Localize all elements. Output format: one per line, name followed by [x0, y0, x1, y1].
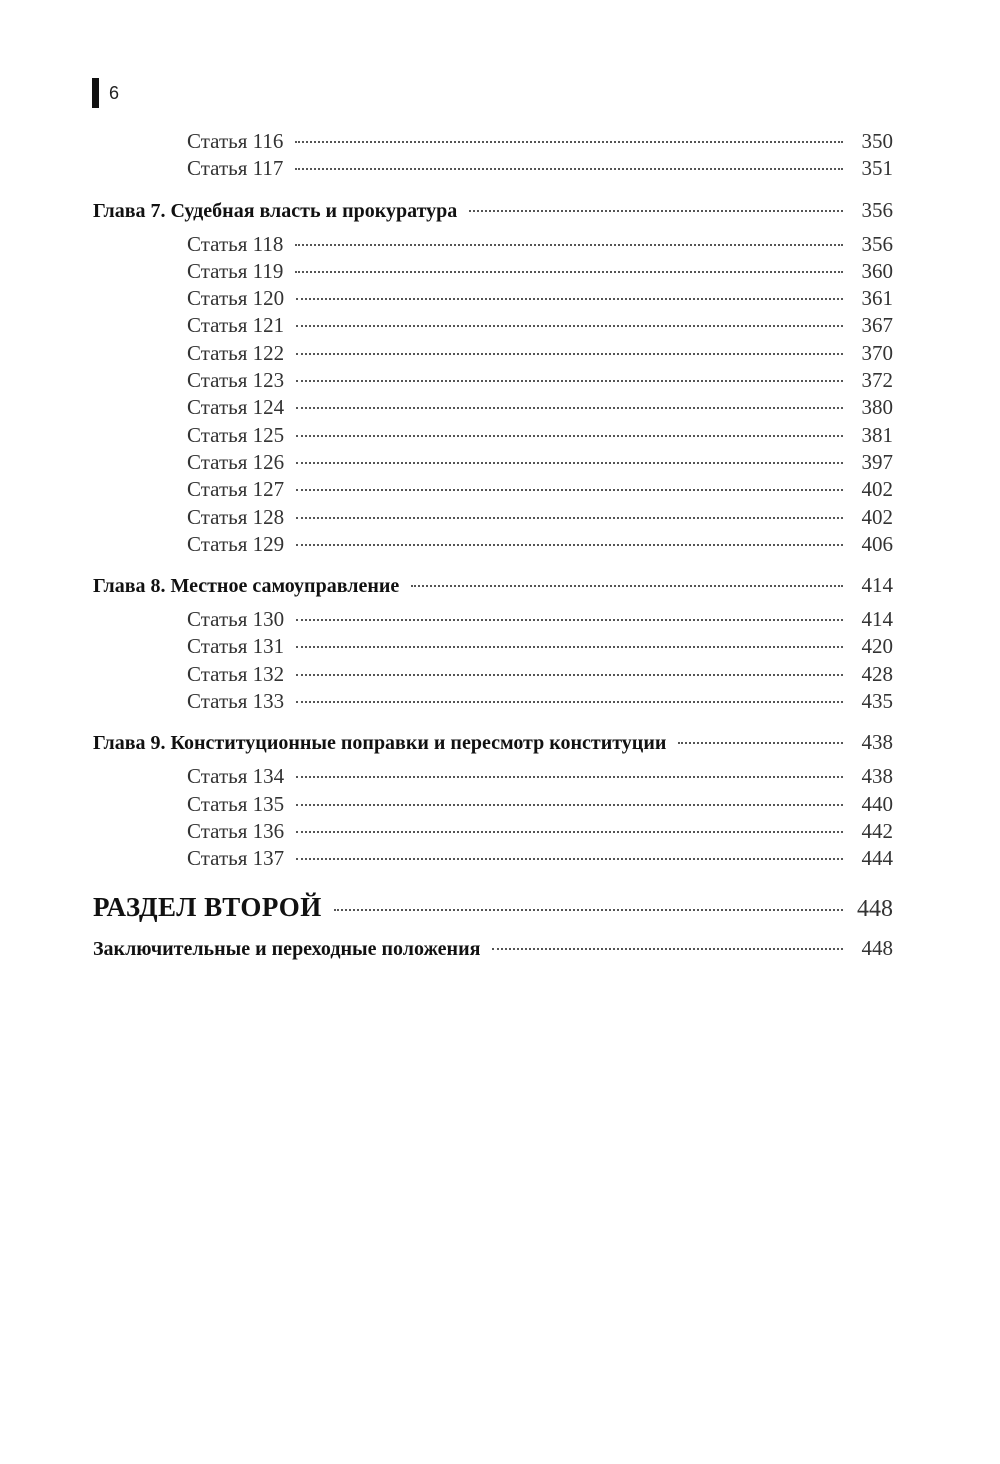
toc-entry-label: Статья 127: [187, 477, 285, 502]
toc-entry-label: Статья 126: [187, 449, 285, 474]
toc-article-entry[interactable]: [93, 258, 893, 285]
toc-entry-label: Статья 128: [187, 504, 285, 529]
dot-leader: [296, 619, 843, 621]
dot-leader: [296, 544, 843, 546]
toc-article-entry[interactable]: [93, 340, 893, 367]
toc-entry-label: Статья 132: [187, 661, 285, 686]
final-provisions-title: Заключительные и переходные положения: [93, 937, 481, 960]
dot-leader: [295, 168, 843, 170]
toc-entry-page: 381: [861, 422, 893, 447]
toc-entry-page: 370: [861, 340, 893, 365]
toc-entry-page: 402: [861, 504, 893, 529]
chapter-title: Глава 8. Местное самоуправление: [93, 575, 400, 598]
dot-leader: [296, 380, 843, 382]
toc-entry-page: 442: [861, 818, 893, 843]
toc-entry-label: Статья 123: [187, 368, 285, 393]
toc-final-provisions[interactable]: [93, 934, 893, 963]
dot-leader: [296, 462, 843, 464]
toc-entry-page: 428: [861, 661, 893, 686]
dot-leader: [296, 435, 843, 437]
dot-leader: [334, 909, 843, 911]
toc-entry-label: Статья 117: [187, 156, 284, 181]
toc-chapter-9[interactable]: [93, 728, 893, 757]
chapter-title: Глава 9. Конституционные поправки и пересмотр конституции: [93, 732, 667, 755]
toc-entry-page: 402: [861, 477, 893, 502]
toc-entry-page: 360: [861, 258, 893, 283]
toc-entry-page: 440: [861, 791, 893, 816]
toc-chapter-8[interactable]: [93, 571, 893, 600]
toc-entry-page: 351: [861, 156, 893, 181]
toc-entry-page: 406: [861, 531, 893, 556]
toc-entry-page: 380: [861, 395, 893, 420]
toc-entry-page: 372: [861, 368, 893, 393]
dot-leader: [295, 244, 843, 246]
toc-article-entry[interactable]: [93, 367, 893, 394]
toc-entry-page: 438: [861, 764, 893, 789]
toc-entry-label: Статья 130: [187, 607, 285, 632]
toc-entry-label: Статья 119: [187, 258, 284, 283]
toc-entry-label: Статья 116: [187, 129, 284, 153]
dot-leader: [411, 585, 843, 587]
toc-article-entry[interactable]: [93, 845, 893, 872]
chapter-page: 438: [861, 730, 893, 755]
toc-article-entry[interactable]: [93, 688, 893, 715]
toc-section-2[interactable]: [93, 890, 893, 926]
page-header: [92, 78, 119, 108]
toc-entry-label: Статья 134: [187, 764, 285, 789]
toc-article-entry[interactable]: [93, 231, 893, 258]
dot-leader: [296, 353, 843, 355]
toc-article-entry[interactable]: [93, 312, 893, 339]
article-group-chapter8: [93, 606, 893, 715]
dot-leader: [296, 776, 843, 778]
toc-entry-label: Статья 121: [187, 313, 285, 338]
toc-entry-label: Статья 137: [187, 846, 285, 871]
dot-leader: [296, 489, 843, 491]
final-provisions-page: 448: [861, 935, 893, 960]
toc-entry-page: 444: [861, 846, 893, 871]
toc-entry-page: 356: [861, 231, 893, 256]
toc-entry-page: 420: [861, 634, 893, 659]
toc-article-entry[interactable]: [93, 661, 893, 688]
toc-entry-label: Статья 135: [187, 791, 285, 816]
toc-article-entry[interactable]: [93, 818, 893, 845]
toc-article-entry[interactable]: [93, 422, 893, 449]
dot-leader: [296, 701, 843, 703]
article-group-chapter6: [93, 128, 893, 183]
dot-leader: [296, 674, 843, 676]
dot-leader: [492, 948, 843, 950]
toc-article-entry[interactable]: [93, 128, 893, 155]
dot-leader: [296, 646, 843, 648]
toc-article-entry[interactable]: [93, 449, 893, 476]
toc-article-entry[interactable]: [93, 504, 893, 531]
toc-article-entry[interactable]: [93, 791, 893, 818]
toc-entry-page: 367: [861, 313, 893, 338]
chapter-page: 414: [861, 573, 893, 598]
dot-leader: [296, 858, 843, 860]
article-group-chapter9: [93, 763, 893, 872]
toc-article-entry[interactable]: [93, 394, 893, 421]
toc-chapter-7[interactable]: [93, 196, 893, 225]
toc-entry-page: 397: [861, 449, 893, 474]
toc-article-entry[interactable]: [93, 763, 893, 790]
section-page: 448: [857, 895, 893, 922]
toc-entry-label: Статья 118: [187, 231, 284, 256]
toc-entry-label: Статья 120: [187, 286, 285, 311]
toc-entry-label: Статья 131: [187, 634, 285, 659]
toc-article-entry[interactable]: [93, 606, 893, 633]
dot-leader: [296, 407, 843, 409]
toc-article-entry[interactable]: [93, 155, 893, 182]
page-marker-bar: [92, 78, 99, 108]
dot-leader: [469, 210, 843, 212]
page-number: 6: [109, 82, 120, 103]
toc-entry-label: Статья 125: [187, 422, 285, 447]
toc-article-entry[interactable]: [93, 531, 893, 558]
dot-leader: [295, 271, 843, 273]
dot-leader: [296, 298, 843, 300]
table-of-contents: [93, 128, 893, 963]
toc-article-entry[interactable]: [93, 476, 893, 503]
toc-entry-page: 414: [861, 607, 893, 632]
section-title: РАЗДЕЛ ВТОРОЙ: [93, 891, 322, 922]
toc-entry-page: 361: [861, 286, 893, 311]
toc-entry-label: Статья 133: [187, 689, 285, 714]
toc-entry-label: Статья 136: [187, 818, 285, 843]
toc-entry-page: 350: [861, 129, 893, 153]
dot-leader: [295, 141, 843, 143]
toc-entry-label: Статья 129: [187, 531, 285, 556]
dot-leader: [678, 742, 843, 744]
chapter-page: 356: [861, 197, 893, 222]
chapter-title: Глава 7. Судебная власть и прокуратура: [93, 199, 458, 222]
toc-article-entry[interactable]: [93, 633, 893, 660]
toc-article-entry[interactable]: [93, 285, 893, 312]
dot-leader: [296, 804, 843, 806]
article-group-chapter7: [93, 231, 893, 559]
dot-leader: [296, 831, 843, 833]
dot-leader: [296, 325, 843, 327]
toc-entry-label: Статья 122: [187, 340, 285, 365]
dot-leader: [296, 517, 843, 519]
toc-entry-page: 435: [861, 689, 893, 714]
toc-entry-label: Статья 124: [187, 395, 285, 420]
